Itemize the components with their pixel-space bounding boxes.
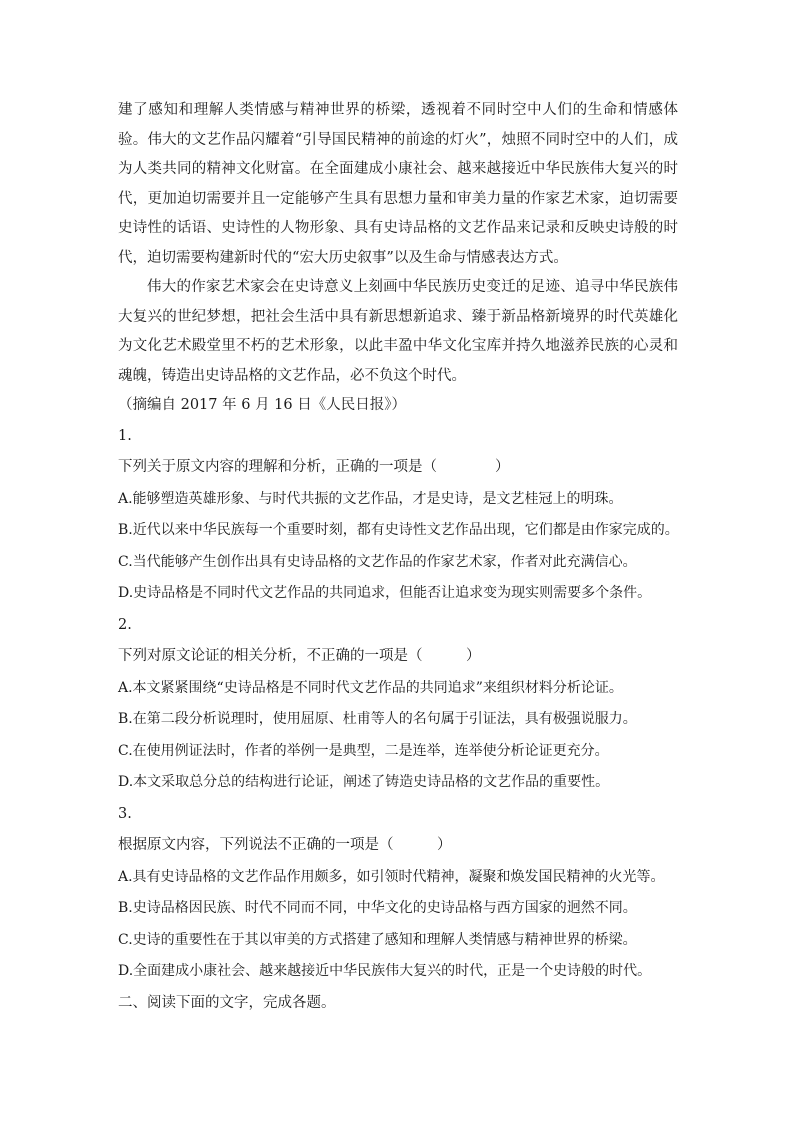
question-3 — [118, 799, 678, 988]
option-b: B.近代以来中华民族每一个重要时刻，都有史诗性文艺作品出现，它们都是由作家完成的。 — [118, 522, 679, 538]
passage-source: （摘编自 2017 年 6 月 16 日《人民日报》） — [118, 397, 406, 413]
section-heading: 二、阅读下面的文字，完成各题。 — [118, 994, 336, 1011]
question-stem: 下列关于原文内容的理解和分析，正确的一项是（ ） — [118, 459, 510, 475]
option-d: D.全面建成小康社会、越来越接近中华民族伟大复兴的时代，正是一个史诗般的时代。 — [118, 963, 652, 979]
option-c: C.在使用例证法时，作者的举例一是典型，二是连举，连举使分析论证更充分。 — [118, 742, 609, 759]
option-b: B.史诗品格因民族、时代不同而不同，中华文化的史诗品格与西方国家的迥然不同。 — [118, 900, 637, 916]
option-c: C.当代能够产生创作出具有史诗品格的文艺作品的作家艺术家，作者对此充满信心。 — [118, 553, 637, 570]
option-a: A.能够塑造英雄形象、与时代共振的文艺作品，才是史诗，是文艺桂冠上的明珠。 — [118, 490, 623, 507]
question-number: 1. — [118, 427, 132, 444]
question-stem: 根据原文内容，下列说法不正确的一项是（ ） — [118, 837, 452, 853]
option-d: D.史诗品格是不同时代文艺作品的共同追求，但能否让追求变为现实则需要多个条件。 — [118, 585, 652, 601]
option-a: A.本文紧紧围绕“史诗品格是不同时代文艺作品的共同追求”来组织材料分析论证。 — [118, 679, 623, 696]
question-number: 2. — [118, 616, 132, 633]
document-content — [118, 96, 678, 1019]
option-c: C.史诗的重要性在于其以审美的方式搭建了感知和理解人类情感与精神世界的桥梁。 — [118, 931, 637, 948]
passage-paragraph-1: 建了感知和理解人类情感与精神世界的桥梁，透视着不同时空中人们的生命和情感体验。伟大的文艺作品闪耀着“引导国民精神的前途的灯火”，烛照不同时空中的人们，成为人类共同的精神文化财富。在全面建成小康社会、越来越接近中华民族伟大复兴的时代，更加迫切需要并且一定能够产生具有思想力量和审美力量的作家艺术家，迫切需要史诗性的话语、史诗性的人物形象、具有史诗品格的文艺作品来记录和反映史诗般的时代，迫切需要构建新时代的“宏大历史叙事”以及生命与情感表达方式。 — [118, 102, 678, 266]
question-number: 3. — [118, 805, 132, 822]
reading-passage — [118, 96, 678, 421]
option-d: D.本文采取总分总的结构进行论证，阐述了铸造史诗品格的文艺作品的重要性。 — [118, 774, 610, 790]
question-1 — [118, 421, 678, 610]
option-a: A.具有史诗品格的文艺作品作用颇多，如引领时代精神，凝聚和焕发国民精神的火光等。 — [118, 868, 665, 885]
passage-paragraph-2: 伟大的作家艺术家会在史诗意义上刻画中华民族历史变迁的足迹、追寻中华民族伟大复兴的世纪梦想，把社会生活中具有新思想新追求、臻于新品格新境界的时代英雄化为文化艺术殿堂里不朽的艺术形象，以此丰盈中华文化宝库并持久地滋养民族的心灵和魂魄，铸造出史诗品格的文艺作品，必不负这个时代。 — [118, 279, 678, 384]
question-stem: 下列对原文论证的相关分析，不正确的一项是（ ） — [118, 648, 481, 664]
question-2 — [118, 610, 678, 799]
option-b: B.在第二段分析说理时，使用屈原、杜甫等人的名句属于引证法，具有极强说服力。 — [118, 711, 637, 727]
